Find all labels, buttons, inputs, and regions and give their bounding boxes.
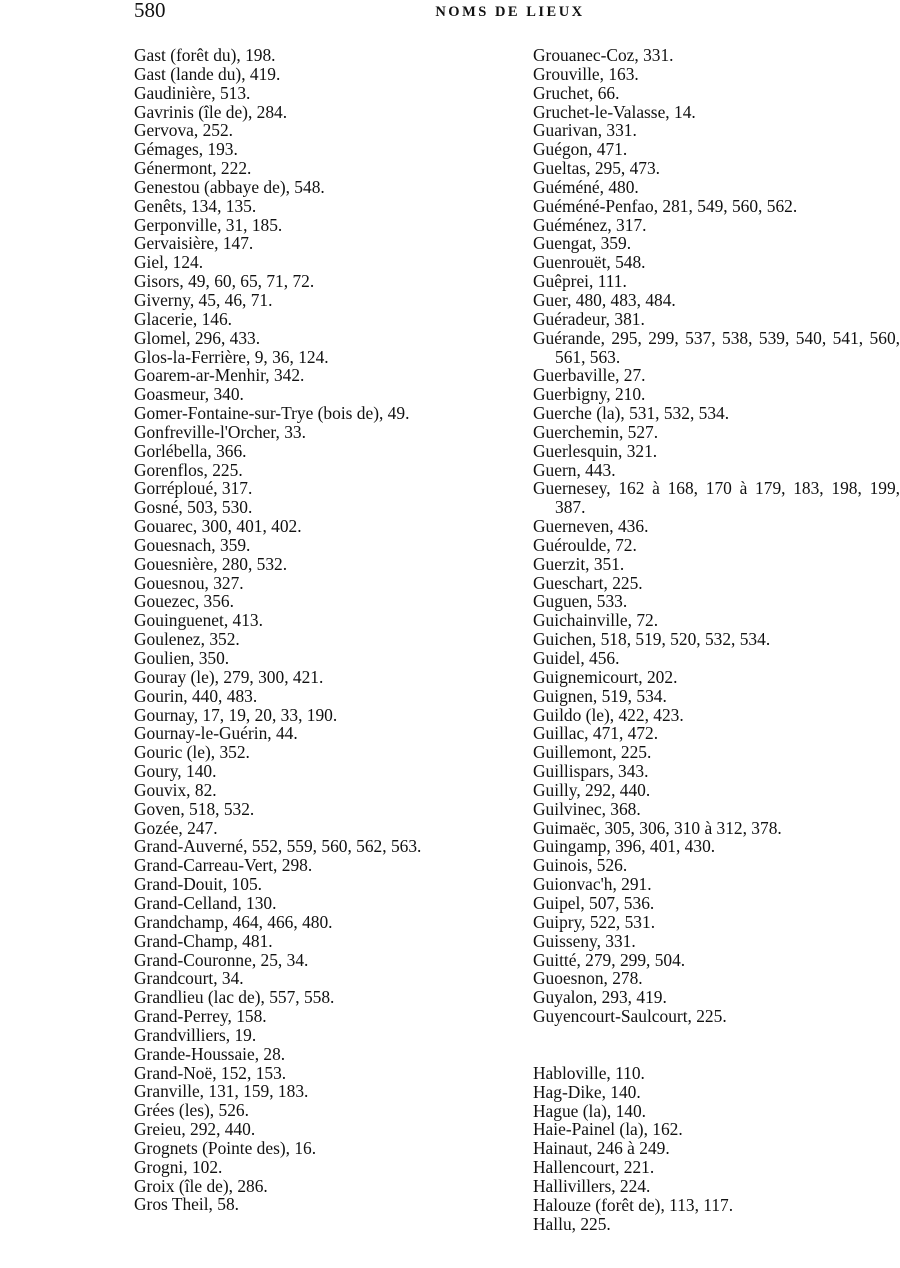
index-entry: Grande-Houssaie, 28. [134,1043,286,1064]
index-entry: Grandlieu (lac de), 557, 558. [134,987,335,1008]
index-entry: Guéradeur, 381. [533,308,645,329]
index-column-right [533,46,900,1233]
index-entry: Guillac, 471, 472. [533,723,659,744]
index-entry: Guilly, 292, 440. [533,779,651,800]
index-entry: Guionvac'h, 291. [533,874,652,895]
index-entry: Gomer-Fontaine-sur-Trye (bois de), 49. [134,403,410,424]
index-entry: Grand-Auverné, 552, 559, 560, 562, 563. [134,836,422,857]
index-entry: Grand-Celland, 130. [134,892,277,913]
index-entry: Guignemicourt, 202. [533,666,678,687]
running-head: NOMS DE LIEUX [435,4,585,20]
index-entry: Gaudinière, 513. [134,82,251,103]
index-entry: Gruchet, 66. [533,82,620,103]
index-entry: Guêprei, 111. [533,271,627,292]
index-entry: Grand-Noë, 152, 153. [134,1062,287,1083]
index-entry: Guenrouët, 548. [533,252,646,273]
index-entry: Grandvilliers, 19. [134,1024,257,1045]
index-entry: Halouze (forêt de), 113, 117. [533,1194,734,1215]
index-entry: Gorenflos, 225. [134,459,243,480]
index-entry: Granville, 131, 159, 183. [134,1081,309,1102]
index-entry: Goulenez, 352. [134,629,240,650]
index-entry: Hag-Dike, 140. [533,1081,641,1102]
index-entry: Goarem-ar-Menhir, 342. [134,365,305,386]
index-entry: Génermont, 222. [134,158,252,179]
index-entry: Grand-Carreau-Vert, 298. [134,855,313,876]
index-entry: Guerzit, 351. [533,553,625,574]
index-entry: Giverny, 45, 46, 71. [134,289,273,310]
index-entry: Gerponville, 31, 185. [134,214,283,235]
index-entry: Gervaisière, 147. [134,233,254,254]
index-entry: Grouville, 163. [533,63,639,84]
index-entry: Guguen, 533. [533,591,628,612]
index-entry: Gueltas, 295, 473. [533,158,661,179]
index-entry: Guer, 480, 483, 484. [533,289,676,310]
index-entry: Guidel, 456. [533,648,620,668]
index-entry: Gueschart, 225. [533,572,643,593]
index-entry: Gast (forêt du), 198. [134,45,276,65]
index-entry: Groix (île de), 286. [134,1175,268,1196]
index-entry: Goulien, 350. [134,648,230,668]
index-entry: Gros Theil, 58. [134,1194,239,1215]
index-entry: Guerbaville, 27. [533,365,646,386]
index-entry: Guéménez, 317. [533,214,647,235]
index-entry: Guéméné-Penfao, 281, 549, 560, 562. [533,195,798,216]
index-entry: Guerneven, 436. [533,516,649,537]
index-entry: Gouvix, 82. [134,779,217,800]
index-entry: Guildo (le), 422, 423. [533,704,684,725]
index-entry: Glacerie, 146. [134,308,233,329]
index-entry: Greieu, 292, 440. [134,1119,256,1140]
index-entry: Grand-Champ, 481. [134,930,273,951]
index-entry: Glos-la-Ferrière, 9, 36, 124. [134,346,329,367]
index-entry: Guérande, 295, 299, 537, 538, 539, 540, 541, 560, 561, 563. [533,327,900,367]
index-entry: Gosné, 503, 530. [134,497,253,518]
index-entry: Habloville, 110. [533,1062,645,1083]
index-entry: Guyencourt-Saulcourt, 225. [533,1006,727,1027]
index-entry: Goven, 518, 532. [134,798,255,819]
index-column-left [134,46,504,1214]
index-entry: Gruchet-le-Valasse, 14. [533,101,696,122]
index-entry: Guoesnon, 278. [533,968,643,989]
index-entry: Grouanec-Coz, 331. [533,45,674,65]
index-entry: Gisors, 49, 60, 65, 71, 72. [134,271,315,292]
index-entry: Guern, 443. [533,459,616,480]
index-entry: Genêts, 134, 135. [134,195,257,216]
index-entry: Guillispars, 343. [533,761,649,782]
index-entry: Grognets (Pointe des), 16. [134,1137,317,1158]
index-entry: Guisseny, 331. [533,930,636,951]
index-entry: Gavrinis (île de), 284. [134,101,288,122]
index-entry: Genestou (abbaye de), 548. [134,176,325,197]
index-entry: Hainaut, 246 à 249. [533,1138,670,1159]
index-entry: Guichen, 518, 519, 520, 532, 534. [533,629,771,650]
index-entry: Gervova, 252. [134,120,234,141]
index-entry: Guichainville, 72. [533,610,659,631]
index-entry: Guipel, 507, 536. [533,892,655,913]
index-entry: Grand-Couronne, 25, 34. [134,949,309,970]
index-entry: Guillemont, 225. [533,742,652,763]
index-entry: Guingamp, 396, 401, 430. [533,836,716,857]
index-entry: Guengat, 359. [533,233,632,254]
index-entry: Grandcourt, 34. [134,968,244,989]
index-entry: Gozée, 247. [134,817,218,838]
index-entry: Gournay-le-Guérin, 44. [134,723,298,744]
index-entry: Guipry, 522, 531. [533,911,656,932]
index-entry: Giel, 124. [134,252,204,273]
index-entry: Guerchemin, 527. [533,421,659,442]
index-entry: Gouesnière, 280, 532. [134,553,288,574]
index-entry: Guerche (la), 531, 532, 534. [533,403,730,424]
page-number: 580 [134,0,166,22]
index-entry: Haie-Painel (la), 162. [533,1119,683,1140]
index-entry: Guarivan, 331. [533,120,637,141]
index-entry: Guyalon, 293, 419. [533,987,667,1008]
index-entry: Gouray (le), 279, 300, 421. [134,666,324,687]
index-entry: Guerlesquin, 321. [533,440,658,461]
index-entry: Grées (les), 526. [134,1100,249,1121]
index-entry: Guitté, 279, 299, 504. [533,949,686,970]
index-entry: Glomel, 296, 433. [134,327,261,348]
index-entry: Gouinguenet, 413. [134,610,263,631]
index-entry: Guinois, 526. [533,855,628,876]
index-entry: Guéroulde, 72. [533,534,637,555]
index-entry: Gournay, 17, 19, 20, 33, 190. [134,704,338,725]
index-entry: Grand-Douit, 105. [134,874,262,895]
index-entry: Guerbigny, 210. [533,384,646,405]
index-entry: Guimaëc, 305, 306, 310 à 312, 378. [533,817,782,838]
index-entry: Guignen, 519, 534. [533,685,667,706]
index-entry: Gouesnach, 359. [134,534,251,555]
index-entry: Hague (la), 140. [533,1100,646,1121]
index-entry: Hallivillers, 224. [533,1175,651,1196]
index-entry: Grogni, 102. [134,1156,223,1177]
index-entry: Gouarec, 300, 401, 402. [134,516,302,537]
index-entry: Guégon, 471. [533,139,628,160]
index-entry: Hallu, 225. [533,1213,611,1234]
letter-section-gap [533,1026,900,1064]
index-entry: Gouezec, 356. [134,591,234,612]
index-entry: Grandchamp, 464, 466, 480. [134,911,333,932]
index-entry: Gorlébella, 366. [134,440,247,461]
index-entry: Gouric (le), 352. [134,742,250,763]
index-entry: Goury, 140. [134,761,217,782]
index-entry: Goasmeur, 340. [134,384,244,405]
index-entry: Gouesnou, 327. [134,572,244,593]
index-entry: Grand-Perrey, 158. [134,1006,267,1027]
index-entry: Gémages, 193. [134,139,238,160]
index-entry: Guéméné, 480. [533,176,639,197]
index-entry: Gast (lande du), 419. [134,63,281,84]
index-entry: Guilvinec, 368. [533,798,641,819]
index-entry: Gonfreville-l'Orcher, 33. [134,421,306,442]
index-entry: Gorréploué, 317. [134,478,253,499]
index-entry: Guernesey, 162 à 168, 170 à 179, 183, 198, 199, 387. [533,478,900,518]
index-entry: Gourin, 440, 483. [134,685,258,706]
index-entry: Hallencourt, 221. [533,1157,655,1178]
